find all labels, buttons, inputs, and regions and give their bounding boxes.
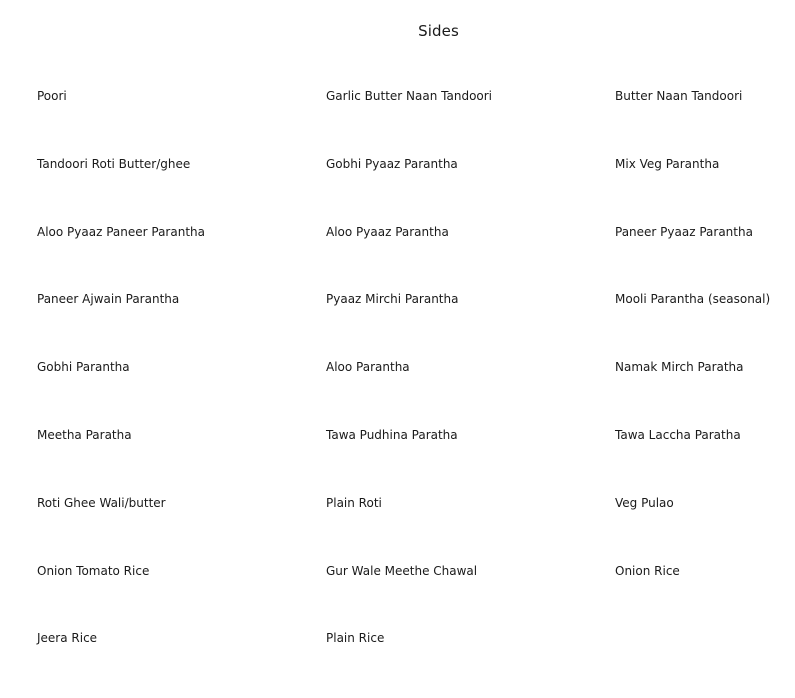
menu-item: Tawa Pudhina Paratha <box>326 427 458 442</box>
menu-item: Plain Roti <box>326 495 382 510</box>
menu-item: Pyaaz Mirchi Parantha <box>326 292 459 307</box>
menu-item: Jeera Rice <box>37 631 98 646</box>
menu-item: Garlic Butter Naan Tandoori <box>326 89 493 103</box>
section-title: Sides <box>418 22 459 40</box>
menu-item: Gobhi Pyaaz Parantha <box>326 156 458 171</box>
menu-item: Aloo Parantha <box>326 360 410 375</box>
menu-item: Namak Mirch Paratha <box>615 360 744 375</box>
menu-item: Veg Pulao <box>615 495 674 510</box>
menu-item: Gobhi Parantha <box>37 360 130 375</box>
menu-item: Mix Veg Parantha <box>615 156 720 171</box>
menu-item: Mooli Parantha (seasonal) <box>615 292 771 307</box>
menu-item: Tawa Laccha Paratha <box>615 427 741 442</box>
menu-item: Roti Ghee Wali/butter <box>37 495 166 510</box>
menu-item: Aloo Pyaaz Paneer Parantha <box>37 224 205 239</box>
menu-item: Onion Rice <box>615 563 680 578</box>
menu-item: Plain Rice <box>326 631 385 646</box>
menu-item: Paneer Pyaaz Parantha <box>615 224 753 239</box>
menu-item: Aloo Pyaaz Parantha <box>326 224 449 239</box>
menu-item: Butter Naan Tandoori <box>615 89 743 103</box>
menu-item: Meetha Paratha <box>37 427 132 442</box>
menu-items-grid <box>37 88 782 698</box>
menu-item: Tandoori Roti Butter/ghee <box>37 156 191 171</box>
menu-item: Poori <box>37 89 67 103</box>
menu-item: Paneer Ajwain Parantha <box>37 292 180 307</box>
menu-item: Gur Wale Meethe Chawal <box>326 563 478 578</box>
menu-item: Onion Tomato Rice <box>37 563 150 578</box>
